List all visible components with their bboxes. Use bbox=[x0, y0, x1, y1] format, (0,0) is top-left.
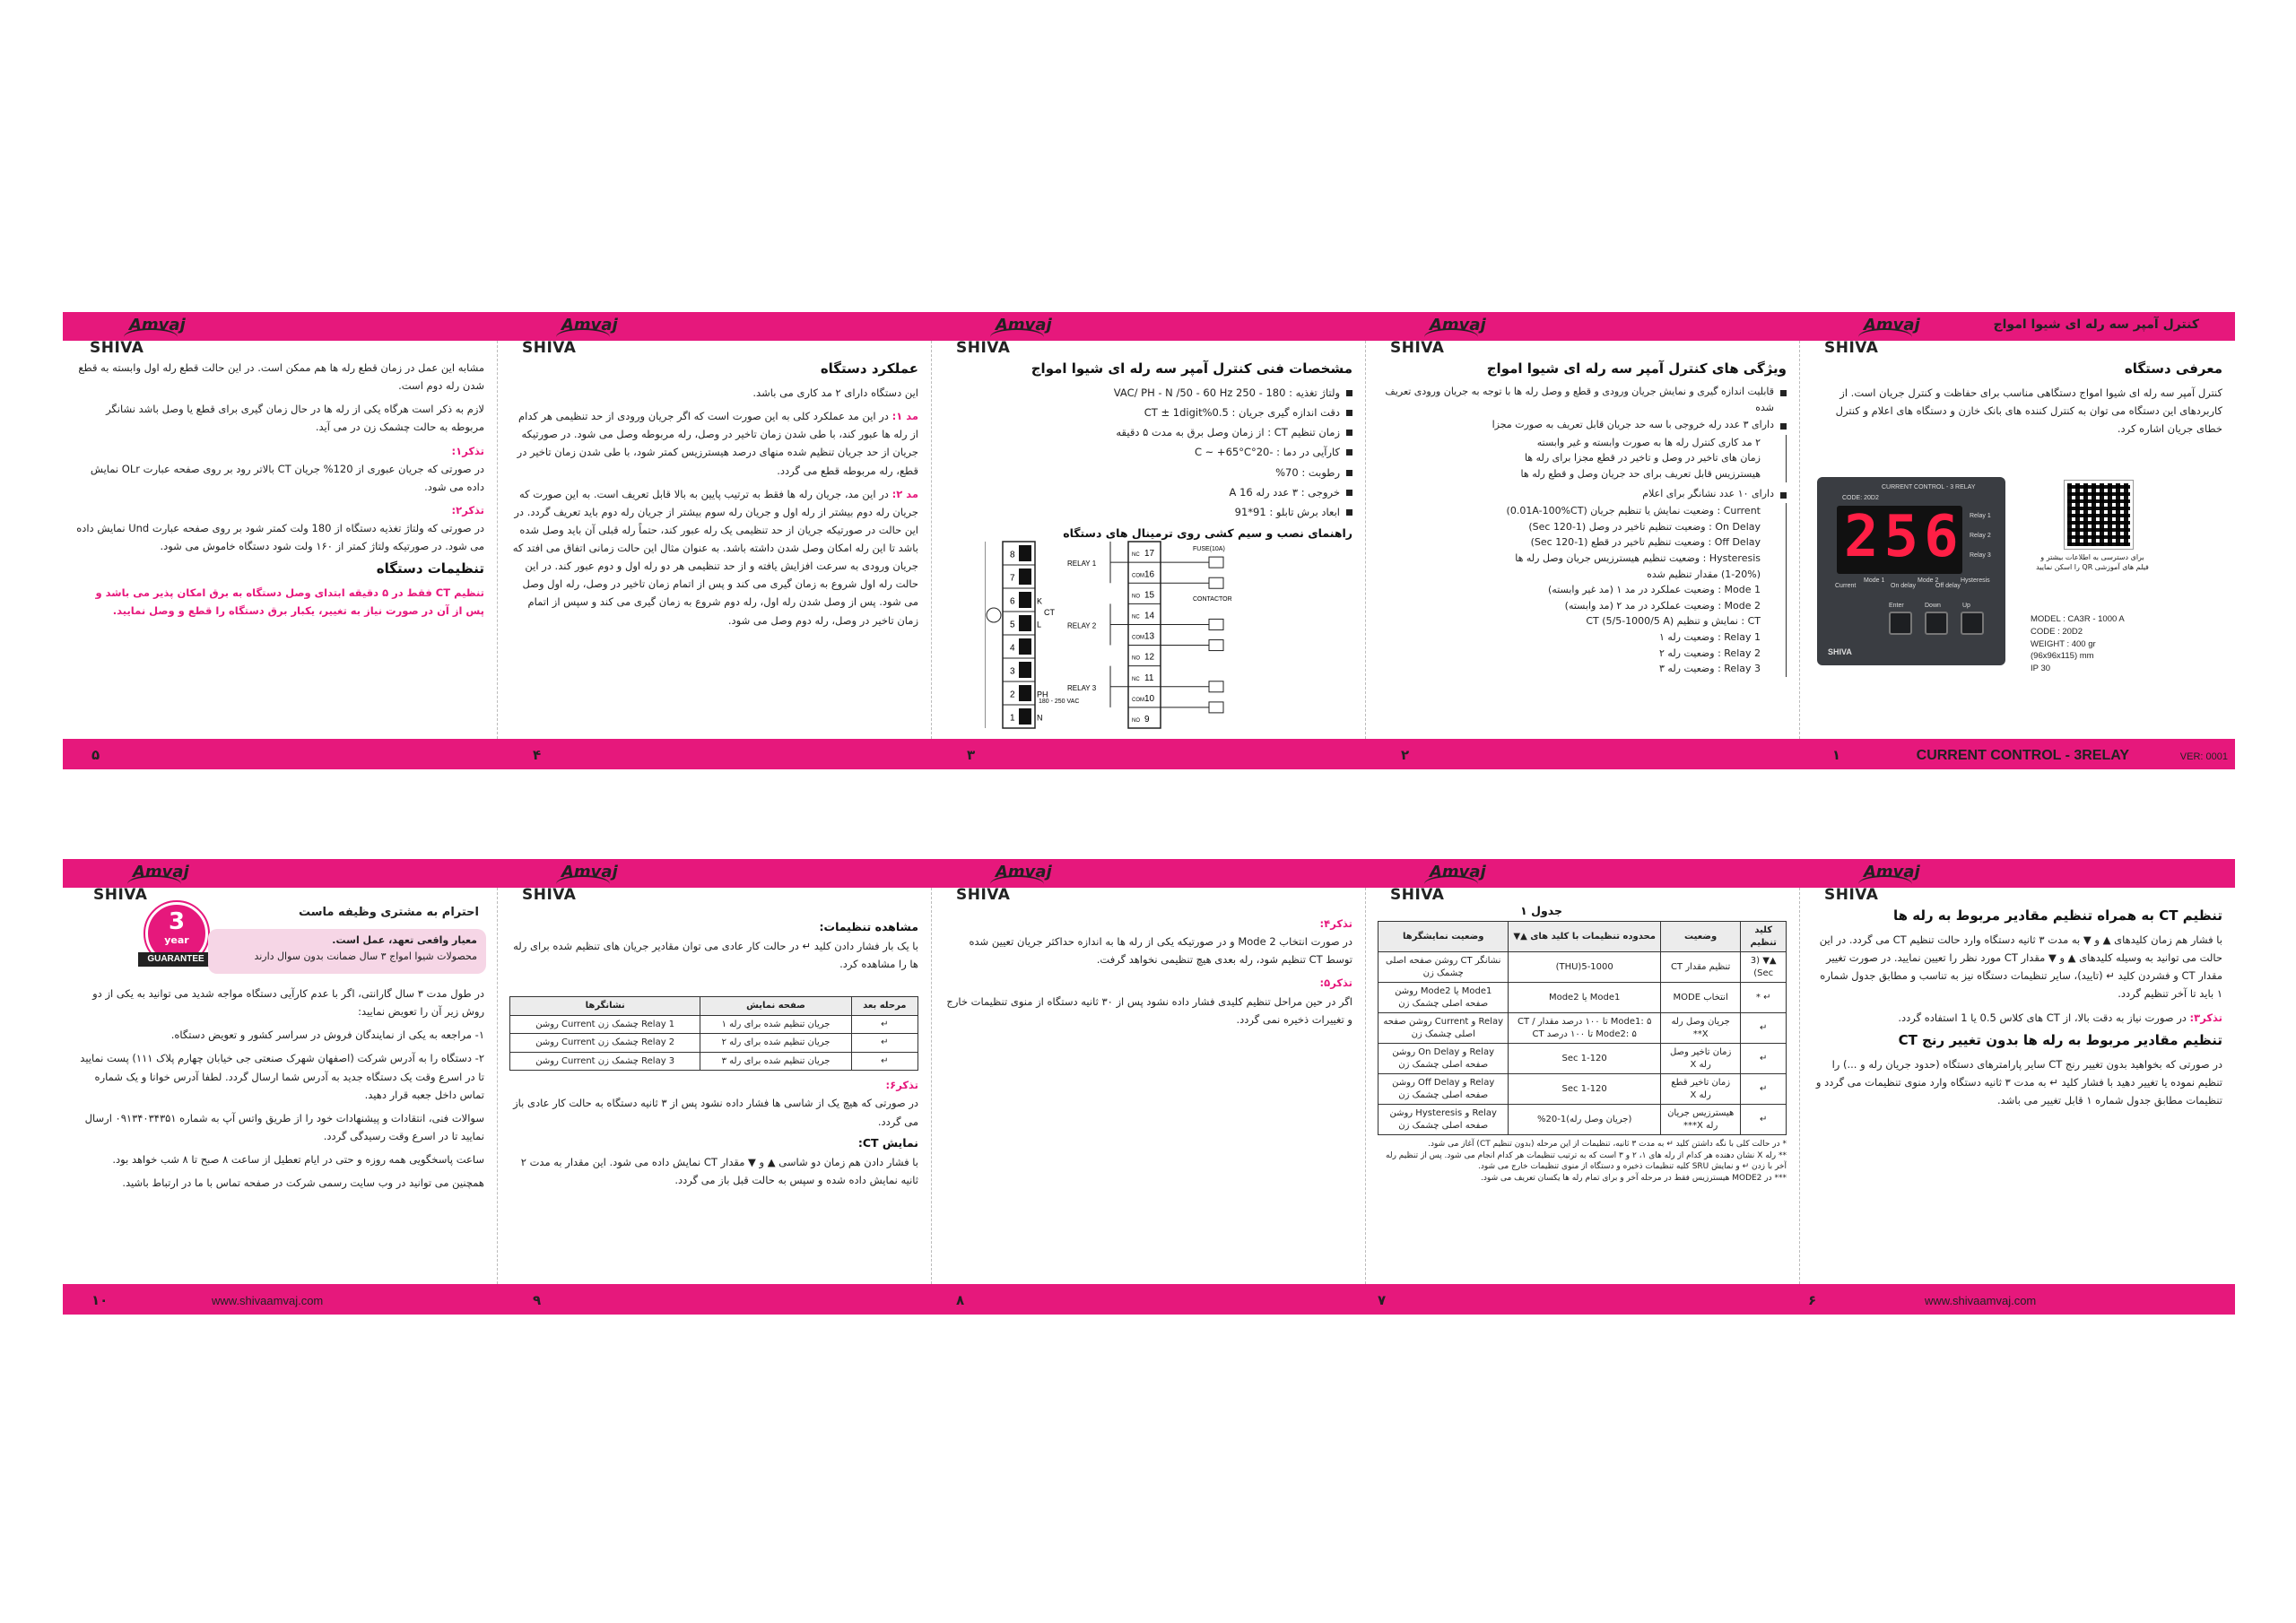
model-spec-line: WEIGHT : 400 gr bbox=[2031, 638, 2096, 649]
paragraph: در طول مدت ۳ سال گارانتی، اگر با عدم کارآیی دستگاه مواجه شدید می توانید به یکی از دو روش زیر آن را تعویض نمایید: bbox=[92, 987, 484, 1019]
table-cell: زمان تاخیر وصل رله X bbox=[1660, 1044, 1741, 1074]
terminal-number: 16 bbox=[1144, 569, 1155, 580]
terminal-tag: N bbox=[1037, 713, 1043, 723]
terminal-screw bbox=[1019, 615, 1031, 631]
qr-caption: برای دسترسی به اطلاعات بیشتر و فیلم های آموزشی QR را اسکن نمایید bbox=[2036, 553, 2149, 572]
enter-button[interactable] bbox=[1889, 612, 1912, 635]
section-heading: معرفی دستگاه bbox=[2124, 360, 2222, 377]
contactor-label: CONTACTOR bbox=[1193, 596, 1232, 603]
table-row bbox=[1378, 983, 1787, 1013]
led-label: Relay 2 bbox=[1970, 533, 1991, 539]
table-header: مرحله بعد bbox=[851, 997, 918, 1016]
paragraph: با یک بار فشار دادن کلید ↵ در حالت کار عادی می توان مقادیر جریان های تنظیم شده برای رله ها را مشاهده کرد. bbox=[513, 940, 918, 971]
terminal-tag: NC bbox=[1132, 676, 1140, 682]
table-cell: ↵ bbox=[1741, 1074, 1787, 1105]
paragraph: در صورتی که هیچ یک از شاسی ها فشار داده نشود پس از ۳ ثانیه دستگاه به حالت کار عادی باز می گردد. bbox=[513, 1097, 918, 1128]
brochure-sheet-back bbox=[63, 859, 2235, 1315]
paragraph: ۲- دستگاه را به آدرس شرکت (اصفهان شهرک صنعتی جی خیابان چهارم پلاک ۱۱۱) پست نمایید تا در اسرع وقت یک دستگاه جدید به آدرس شما ارسال گردد. لطفا آدرس خوانا و یک شماره تماس داخل جعبه قرار دهید. bbox=[80, 1052, 484, 1101]
paragraph: سوالات فنی، انتقادات و پیشنهادات خود را از طریق واتس آپ به شماره ۰۹۱۳۴۰۳۴۳۵۱ ارسال نمایید تا در اسرع وقت رسیدگی گردد. bbox=[84, 1111, 484, 1142]
terminal-number: 12 bbox=[1144, 652, 1155, 663]
note-title: تذکر۴: bbox=[1319, 917, 1352, 930]
terminal-tag: COM bbox=[1132, 635, 1144, 641]
indicator-item: Relay 3 : وضعیت رله ۳ bbox=[1659, 663, 1761, 675]
paragraph: ۱- مراجعه به یکی از نمایندگان فروش در سراسر کشور و تعویض دستگاه. bbox=[170, 1028, 484, 1042]
product-title: کنترل آمپر سه رله ای شیوا امواج bbox=[1993, 317, 2199, 332]
qr-code-icon bbox=[2065, 481, 2133, 549]
button-label: Down bbox=[1925, 603, 1941, 609]
footnote: * در حالت کلی با نگه داشتن کلید ↵ به مدت ۳ ثانیه، تنظیمات از این مرحله (بدون تنظیم CT) آغاز می شود. bbox=[1428, 1140, 1787, 1149]
brochure-sheet-front bbox=[63, 312, 2235, 769]
shiva-amvaj-logo: Amvaj SHIVA bbox=[1824, 316, 1920, 357]
terminal-screw bbox=[1019, 708, 1031, 725]
table-cell: جریان تنظیم شده برای رله ۳ bbox=[700, 1052, 851, 1071]
relay-label: RELAY 3 bbox=[1067, 683, 1097, 692]
relay-label: RELAY 1 bbox=[1067, 560, 1097, 568]
table-footnotes bbox=[1378, 1139, 1787, 1184]
indicator-item: Off Delay : وضعیت تنظیم تاخیر در قطع (1-120 Sec) bbox=[1530, 536, 1761, 549]
footer-title: CURRENT CONTROL - 3RELAY bbox=[1916, 748, 2129, 763]
ct-label: CT bbox=[1044, 608, 1055, 617]
indicator-item: (1-20%) مقدار تنظیم شده bbox=[1647, 568, 1761, 580]
page-9-content bbox=[509, 915, 918, 1277]
shiva-amvaj-logo: Amvaj SHIVA bbox=[1390, 863, 1486, 904]
paragraph: با فشار دادن هم زمان دو شاسی ▲ و ▼ مقدار CT نمایش داده می شود. این مقدار به مدت ۲ ثانیه نمایش داده شده و سپس به حالت قبل باز می گردد. bbox=[520, 1155, 918, 1186]
wiring-heading: راهنمای نصب و سیم کشی روی ترمینال های دستگاه bbox=[1063, 525, 1352, 540]
terminal-number: 13 bbox=[1144, 631, 1155, 642]
website-link[interactable]: www.shivaamvaj.com bbox=[212, 1294, 324, 1307]
indicator-item: Mode 1 : وضعیت عملکرد در مد ۱ (مد غیر وابسته) bbox=[1548, 584, 1761, 596]
terminal-number: 2 bbox=[1010, 690, 1015, 700]
page-1 bbox=[1799, 312, 2235, 769]
table-row bbox=[510, 1015, 918, 1034]
paragraph: در صورت انتخاب Mode 2 و در صورتیکه یکی از رله ها به اندازه حداکثر جریان تعیین شده توسط CT تنظیم شود، رله بعدی هیچ تنظیمی نخواهد گرفت. bbox=[969, 935, 1352, 967]
page-9 bbox=[497, 859, 931, 1315]
table-cell: جریان وصل رله X** bbox=[1660, 1013, 1741, 1044]
terminal-screw bbox=[1019, 545, 1031, 561]
terminal-tag: NC bbox=[1132, 614, 1140, 621]
table-cell: ↵ bbox=[851, 1034, 918, 1053]
section-heading: مشخصات فنی کنترل آمپر سه رله ای شیوا امواج bbox=[1031, 360, 1352, 377]
terminal-number: 14 bbox=[1144, 611, 1155, 621]
page-number: ۳ bbox=[967, 747, 976, 763]
table-header: کلید تنظیم bbox=[1741, 922, 1787, 952]
page-1-content bbox=[1812, 359, 2222, 473]
terminal-number: 5 bbox=[1010, 620, 1015, 630]
table-cell: ↵ bbox=[1741, 1013, 1787, 1044]
spec-item: ابعاد برش تابلو : 91*91 bbox=[944, 503, 1352, 521]
table-header: محدوده تنظیمات با کلید های ▲▼ bbox=[1509, 922, 1660, 952]
page-6-content bbox=[1812, 906, 2222, 1277]
terminal-number: 10 bbox=[1144, 693, 1155, 704]
table-header: صفحه نمایش bbox=[700, 997, 851, 1016]
table-cell: Relay و Off Delay روشن صفحه اصلی چشمک زن bbox=[1378, 1074, 1509, 1105]
model-spec-line: MODEL : CA3R - 1000 A bbox=[2031, 614, 2125, 624]
table-row bbox=[510, 1052, 918, 1071]
feature-item: دارای ۳ عدد رله خروجی با سه حد جریان قابل تعریف به صورت مجزا bbox=[1378, 417, 1787, 433]
page-3 bbox=[931, 312, 1365, 769]
spec-list bbox=[944, 384, 1352, 521]
page-3-content bbox=[944, 359, 1352, 545]
paragraph: ساعت پاسخگویی همه روزه و حتی در ایام تعطیل از ساعت ۸ صبح تا ۸ شب خواهد بود. bbox=[112, 1153, 484, 1166]
table-cell: 1-120 Sec bbox=[1509, 1074, 1660, 1105]
table-cell: Relay و Current روشن صفحه اصلی چشمک زن bbox=[1378, 1013, 1509, 1044]
table-cell: نشانگر CT روشن صفحه اصلی چشمک زن bbox=[1378, 952, 1509, 983]
page-number: ۸ bbox=[956, 1292, 965, 1308]
terminal-screw bbox=[1019, 662, 1031, 678]
page-10-content bbox=[75, 985, 484, 1277]
table-cell: ↵ bbox=[1741, 1105, 1787, 1135]
terminal-tag: PH bbox=[1037, 690, 1048, 699]
paragraph: با فشار هم زمان کلیدهای ▲ و ▼ به مدت ۳ ثانیه دستگاه وارد حالت تنظیم CT می گردد. در این حالت می توانید به وسیله کلیدهای ▲ و ▼ مقدار CT مورد نظر را تعیین نمایید. در صورت تغییر مقدار CT و فشردن کلید ↵ (تایید)، سایر تنظیمات دستگاه نیز به تناسب و مطابق جدول شماره ۱ باید تا آخر تنظیم گردد. bbox=[1819, 933, 2222, 1001]
terminal-number: 9 bbox=[1144, 715, 1150, 725]
guarantee-seal: 3 year bbox=[145, 902, 208, 965]
feature-subitem: زمان های تاخیر در وصل و تاخیر در قطع مجزا برای رله ها bbox=[1524, 452, 1761, 464]
table-cell: ↵ * bbox=[1741, 983, 1787, 1013]
feature-item: دارای ۱۰ عدد نشانگر برای اعلام bbox=[1378, 486, 1787, 502]
table-row bbox=[1378, 1013, 1787, 1044]
page-5 bbox=[63, 312, 497, 769]
indicator-label: Off delay bbox=[1935, 583, 1961, 589]
table-cell: زمان تاخیر قطع رله X bbox=[1660, 1074, 1741, 1105]
page-number: ۹ bbox=[533, 1292, 542, 1308]
terminal-number: 3 bbox=[1010, 666, 1015, 677]
spec-item: دقت اندازه گیری جریان : 0.5%CT ± 1digit bbox=[944, 404, 1352, 421]
footnote: *** در MODE2 هیسترزیس فقط در مرحله آخر و برای تمام رله ها یکسان تعریف می شود. bbox=[1481, 1173, 1787, 1183]
terminal-number: 11 bbox=[1144, 673, 1154, 683]
page-2-content bbox=[1378, 359, 1787, 732]
section-heading: تنظیمات دستگاه bbox=[376, 560, 484, 577]
indicator-item: Hysteresis : وضعیت تنظیم هیسترزیس جریان وصل رله ها bbox=[1515, 551, 1761, 564]
indicator-item: Mode 2 : وضعیت عملکرد در مد ۲ (مد وابسته) bbox=[1564, 599, 1761, 612]
table-cell: Relay 2 چشمک زن Current روشن bbox=[510, 1034, 700, 1053]
terminal-number: 15 bbox=[1144, 590, 1155, 601]
note-title: تذکر۳: bbox=[2189, 1011, 2222, 1024]
terminal-tag: COM bbox=[1132, 697, 1144, 703]
device-logo: SHIVA bbox=[1828, 647, 1852, 656]
led-label: Relay 3 bbox=[1970, 552, 1991, 559]
terminal-number: 8 bbox=[1010, 550, 1015, 560]
paragraph: در صورتی که جریان عبوری از 120% جریان CT بالاتر رود بر روی صفحه عبارت OLr نمایش داده می شود. bbox=[90, 462, 484, 493]
supply-label: 180 - 250 VAC bbox=[1039, 699, 1080, 705]
feature-sublist bbox=[1378, 435, 1787, 482]
footnote: ** رله X نشان دهنده هر کدام از رله های ۱، ۲ و ۳ است که به ترتیب تنظیمات هر کدام انجام می شود. پس از تنظیم رله آخر با زدن ↵ و نمایش SRU کلیه تنظیمات ذخیره و دستگاه از منوی تنظیمات خارج می شود. bbox=[1386, 1150, 1787, 1172]
terminal-number: 17 bbox=[1144, 549, 1155, 560]
terminal-tag: NO bbox=[1132, 594, 1140, 600]
terminal-number: 1 bbox=[1010, 713, 1015, 724]
contactor-coil bbox=[1209, 557, 1223, 568]
terminal-tag: COM bbox=[1132, 573, 1144, 579]
shiva-amvaj-logo: Amvaj SHIVA bbox=[93, 863, 189, 904]
spec-item: رطوبت : 70% bbox=[944, 464, 1352, 482]
section-heading: ویژگی های کنترل آمپر سه رله ای شیوا امواج bbox=[1486, 360, 1787, 377]
page-8 bbox=[931, 859, 1365, 1315]
shiva-amvaj-logo: Amvaj SHIVA bbox=[522, 316, 618, 357]
indicator-item: Relay 2 : وضعیت رله ۲ bbox=[1659, 647, 1761, 659]
page-number: ۴ bbox=[533, 747, 542, 763]
contactor-coil bbox=[1209, 577, 1223, 588]
table-cell: ▲▼ (3 Sec) bbox=[1741, 952, 1787, 983]
section-heading: عملکرد دستگاه bbox=[820, 360, 918, 377]
terminal-tag: NO bbox=[1132, 718, 1140, 725]
note-title: تذکر۲: bbox=[451, 503, 484, 516]
wiring-diagram bbox=[985, 538, 1344, 735]
version-label: VER: 0001 bbox=[2179, 751, 2228, 762]
table-cell: Mode1: ۵ تا ۱۰۰ درصد مقدار CT / Mode2: ۵ تا ۱۰۰ درصد CT bbox=[1509, 1013, 1660, 1044]
table-cell: ↵ bbox=[851, 1052, 918, 1071]
paragraph: در صورت نیاز به دقت بالا، از CT های کلاس 0.5 یا 1 استفاده گردد. bbox=[1898, 1011, 2187, 1024]
model-specs bbox=[2031, 613, 2125, 675]
indicator-label: Mode 2 bbox=[1918, 577, 1939, 584]
table-header: وضعیت نمایشگرها bbox=[1378, 922, 1509, 952]
paragraph: این دستگاه دارای ۲ مد کاری می باشد. bbox=[752, 386, 918, 399]
page-number: ۲ bbox=[1401, 747, 1410, 763]
page-number: ۵ bbox=[91, 747, 100, 763]
table-header: وضعیت bbox=[1660, 922, 1741, 952]
page-number: ۱۰ bbox=[91, 1292, 109, 1308]
view-settings-table bbox=[509, 996, 918, 1071]
table-row bbox=[1378, 952, 1787, 983]
table-row bbox=[510, 1034, 918, 1053]
model-spec-line: CODE : 20D2 bbox=[2031, 626, 2083, 637]
table-row bbox=[1378, 1105, 1787, 1135]
table-cell: Mode1 یا Mode2 bbox=[1509, 983, 1660, 1013]
paragraph: در این مد عملکرد کلی به این صورت است که اگر جریان ورودی از حد تنظیمی هر کدام از رله ها عبور کند، با طی شدن زمان تاخیر در وصل، رله مربوطه وصل می شود. در صورتیکه جریان از حد جریان تنظیم شده منهای درصد هیسترزیس کمتر شود، با طی شدن زمان تاخیر در قطع، رله مربوطه قطع می گردد. bbox=[517, 410, 918, 477]
shiva-amvaj-logo: Amvaj SHIVA bbox=[1824, 863, 1920, 904]
shiva-amvaj-logo: Amvaj SHIVA bbox=[90, 316, 186, 357]
fuse-label: FUSE(10A) bbox=[1193, 546, 1225, 552]
terminal-screw bbox=[1019, 685, 1031, 701]
mode-label: مد ۲: bbox=[891, 487, 918, 500]
device-code-label: CODE: 20D2 bbox=[1842, 495, 1879, 501]
table-cell: جریان تنظیم شده برای رله ۲ bbox=[700, 1034, 851, 1053]
table-row bbox=[1378, 1074, 1787, 1105]
contactor-coil bbox=[1209, 640, 1223, 651]
section-heading: تنظیم مقادیر مربوط به رله ها بدون تغییر رنج CT bbox=[1898, 1031, 2222, 1048]
table-cell: 5-1000(THU) bbox=[1509, 952, 1660, 983]
spec-item: کارآیی در دما : -20°C ~ +65°C bbox=[944, 443, 1352, 461]
table-cell: ↵ bbox=[1741, 1044, 1787, 1074]
indicator-sublist bbox=[1378, 503, 1787, 677]
section-heading: تنظیم CT به همراه تنظیم مقادیر مربوط به رله ها bbox=[1892, 907, 2222, 924]
device-image bbox=[1817, 477, 2005, 665]
indicator-label: Hysteresis bbox=[1961, 577, 1990, 584]
paragraph: همچنین می توانید در وب سایت رسمی شرکت در صفحه تماس با ما در ارتباط باشید. bbox=[122, 1176, 484, 1190]
model-spec-line: IP 30 bbox=[2031, 664, 2051, 674]
page-4 bbox=[497, 312, 931, 769]
website-link[interactable]: www.shivaamvaj.com bbox=[1925, 1294, 2037, 1307]
indicator-item: Current : وضعیت نمایش یا تنظیم جریان (0.01A-100%CT) bbox=[1506, 505, 1761, 517]
page-number: ۱ bbox=[1831, 747, 1840, 763]
section-heading: نمایش CT: bbox=[857, 1135, 918, 1150]
paragraph: در این مد، جریان رله ها فقط به ترتیب پایین به بالا قابل تعریف است. به این صورت که جریان رله دوم بیشتر از رله اول و جریان رله سوم بیشتر از جریان رله دوم باید تعریف گردد. در این حالت در صورتیکه جریان از حد تنظیمی یک رله عبور کند، حتماً رله قبلی آن باید وصل شده باشد تا این رله امکان وصل شدن داشته باشد. به عنوان مثال این حالت زمانی اتفاق می افتد که جریان ورودی به سرعت افزایش یافته و از حد تنظیمی هر دو رله اول و دوم عبور کند. در این حالت رله اول شروع به زمان گیری می کند و پس از اتمام زمان تاخیر در وصل، رله اول وصل می شود. پس از وصل شدن رله اول، رله دوم شروع به زمان گیری می کند و سپس از اتمام زمان تاخیر در وصل، رله دوم وصل می شود. bbox=[512, 487, 918, 627]
terminal-screw bbox=[1019, 568, 1031, 585]
table-cell: 1-120 Sec bbox=[1509, 1044, 1660, 1074]
note-title: تذکر۱: bbox=[451, 444, 484, 457]
terminal-tag: L bbox=[1037, 620, 1042, 629]
spec-item: ولتاژ تغذیه : 180 - 250 VAC/ PH - N /50 - 60 Hz bbox=[944, 384, 1352, 402]
paragraph: اگر در حین مراحل تنظیم کلیدی فشار داده نشود پس از ۳۰ ثانیه دستگاه از منوی تنظیمات خارج و تغییرات ذخیره نمی گردد. bbox=[946, 994, 1352, 1026]
paragraph: لازم به ذکر است هرگاه یکی از رله ها در حال زمان گیری برای قطع یا وصل باشد نشانگر مربوطه به حالت چشمک زن در می آید. bbox=[106, 403, 484, 434]
feature-list bbox=[1378, 486, 1787, 502]
table-cell: ↵ bbox=[851, 1015, 918, 1034]
terminal-screw bbox=[1019, 638, 1031, 655]
page-10 bbox=[63, 859, 497, 1315]
shiva-amvaj-logo: Amvaj SHIVA bbox=[522, 863, 618, 904]
indicator-label: On delay bbox=[1891, 583, 1917, 589]
relay-label: RELAY 2 bbox=[1067, 621, 1097, 630]
feature-item: قابلیت اندازه گیری و نمایش جریان ورودی و قطع و وصل رله ها با توجه به جریان ورودی تعریف شده bbox=[1378, 384, 1787, 415]
table-cell: Mode1 یا Mode2 روشن صفحه اصلی چشمک زن bbox=[1378, 983, 1509, 1013]
warranty-box: معیار واقعی تعهد، عمل است. محصولات شیوا امواج ۳ سال ضمانت بدون سوال دارند bbox=[208, 929, 486, 974]
ct-coil-icon bbox=[987, 608, 1001, 622]
display-digits: 256 bbox=[1844, 504, 1964, 570]
indicator-label: Mode 1 bbox=[1864, 577, 1885, 584]
page-7 bbox=[1365, 859, 1799, 1315]
spec-item: خروجی : ۳ عدد رله 16 A bbox=[944, 483, 1352, 501]
model-spec-line: (96x96x115) mm bbox=[2031, 651, 2094, 662]
note-title: تذکر۶: bbox=[885, 1079, 918, 1092]
page-8-content bbox=[944, 915, 1352, 1277]
device-display bbox=[1837, 506, 1962, 574]
table-cell: تنظیم مقدار CT bbox=[1660, 952, 1741, 983]
table-cell: هیسترزیس جریان رله X*** bbox=[1660, 1105, 1741, 1135]
contactor-coil bbox=[1209, 681, 1223, 692]
page-6 bbox=[1799, 859, 2235, 1315]
indicator-item: CT : نمایش و تنظیم CT (5/5-1000/5 A) bbox=[1586, 615, 1761, 628]
table-title: جدول ۱ bbox=[1520, 904, 1562, 917]
shiva-amvaj-logo: Amvaj SHIVA bbox=[956, 863, 1052, 904]
table-cell: Relay و On Delay روشن صفحه اصلی چشمک زن bbox=[1378, 1044, 1509, 1074]
paragraph: کنترل آمپر سه رله ای شیوا امواج دستگاهی مناسب برای حفاظت و کنترل جریان است. از کاربردهای این دستگاه می توان به کنترل کننده های بانک خازن و دستگاه های اعلام و کنترل خطای جریان اشاره کرد. bbox=[1835, 386, 2222, 436]
indicator-item: On Delay : وضعیت تنظیم تاخیر در وصل (1-120 Sec) bbox=[1528, 520, 1761, 533]
respect-slogan: احترام به مشتری وظیفه ماست bbox=[298, 906, 479, 919]
table-cell: Relay و Hysteresis روشن صفحه اصلی چشمک زن bbox=[1378, 1105, 1509, 1135]
guarantee-box bbox=[145, 902, 486, 977]
spec-item: زمان تنظیم CT : از زمان وصل برق به مدت ۵ دقیقه bbox=[944, 423, 1352, 441]
table-cell: (جریان وصل رله)1-20% bbox=[1509, 1105, 1660, 1135]
terminal-tag: NO bbox=[1132, 655, 1140, 662]
table-cell: جریان تنظیم شده برای رله ۱ bbox=[700, 1015, 851, 1034]
paragraph: مشابه این عمل در زمان قطع رله ها هم ممکن است. در این حالت قطع رله اول وابسته به قطع شدن رله دوم است. bbox=[78, 361, 484, 393]
table-header: نشانگرها bbox=[510, 997, 700, 1016]
table-cell: Relay 3 چشمک زن Current روشن bbox=[510, 1052, 700, 1071]
page-2 bbox=[1365, 312, 1799, 769]
down-button[interactable] bbox=[1925, 612, 1948, 635]
terminal-number: 6 bbox=[1010, 596, 1015, 607]
contactor-coil bbox=[1209, 619, 1223, 629]
terminal-number: 4 bbox=[1010, 643, 1015, 654]
terminal-tag: K bbox=[1037, 596, 1043, 606]
terminal-tag: NC bbox=[1132, 552, 1140, 559]
settings-table bbox=[1378, 921, 1787, 1135]
led-label: Relay 1 bbox=[1970, 513, 1991, 519]
feature-subitem: ۲ مد کاری کنترل رله ها به صورت وابسته و غیر وابسته bbox=[1536, 436, 1761, 448]
settings-note: تنظیم CT فقط در ۵ دقیقه ابتدای وصل دستگاه به برق امکان پذیر می باشد و پس از آن در صورت نیاز به تغییر، یکبار برق دستگاه را قطع و وصل نمایید. bbox=[95, 586, 484, 618]
table-cell: Relay 1 چشمک زن Current روشن bbox=[510, 1015, 700, 1034]
feature-subitem: هیسترزیس قابل تعریف برای حد جریان وصل و قطع رله ها bbox=[1520, 467, 1761, 480]
paragraph: در صورتی که بخواهید بدون تغییر رنج CT سایر پارامترهای دستگاه (حدود جریان رله و ...) را تنظیم نموده یا تغییر دهید با فشار کلید ↵ به مدت ۳ ثانیه دستگاه وارد منوی تنظیمات می گردد و تنظیمات مطابق جدول شماره ۱ قابل تغییر می باشد. bbox=[1815, 1057, 2222, 1107]
indicator-label: Current bbox=[1835, 583, 1857, 589]
shiva-amvaj-logo: Amvaj SHIVA bbox=[1390, 316, 1486, 357]
button-label: Up bbox=[1962, 603, 1970, 609]
contactor-coil bbox=[1209, 702, 1223, 713]
terminal-screw bbox=[1019, 592, 1031, 608]
indicator-item: Relay 1 : وضعیت رله ۱ bbox=[1659, 630, 1761, 643]
terminal-number: 7 bbox=[1010, 573, 1015, 584]
table-row bbox=[1378, 1044, 1787, 1074]
up-button[interactable] bbox=[1961, 612, 1984, 635]
page-5-content bbox=[75, 359, 484, 732]
shiva-amvaj-logo: Amvaj SHIVA bbox=[956, 316, 1052, 357]
page-number: ۶ bbox=[1808, 1292, 1817, 1308]
note-title: تذکر۵: bbox=[1319, 976, 1352, 990]
paragraph: در صورتی که ولتاژ تغذیه دستگاه از 180 ولت کمتر شود بر روی صفحه عبارت Und نمایش داده می شود. در صورتیکه ولتاژ کمتر از ۱۶۰ ولت شود دستگاه خاموش می شود. bbox=[76, 522, 484, 553]
guarantee-ribbon: GUARANTEE bbox=[138, 952, 213, 967]
device-header-label: CURRENT CONTROL - 3 RELAY bbox=[1882, 484, 1976, 490]
table-cell: انتخاب MODE bbox=[1660, 983, 1741, 1013]
section-heading: مشاهده تنظیمات: bbox=[819, 920, 918, 933]
button-label: Enter bbox=[1889, 603, 1904, 609]
mode-label: مد ۱: bbox=[891, 410, 918, 423]
page-7-content bbox=[1378, 898, 1787, 1277]
feature-list bbox=[1378, 384, 1787, 433]
page-number: ۷ bbox=[1378, 1292, 1387, 1308]
page-4-content bbox=[509, 359, 918, 732]
